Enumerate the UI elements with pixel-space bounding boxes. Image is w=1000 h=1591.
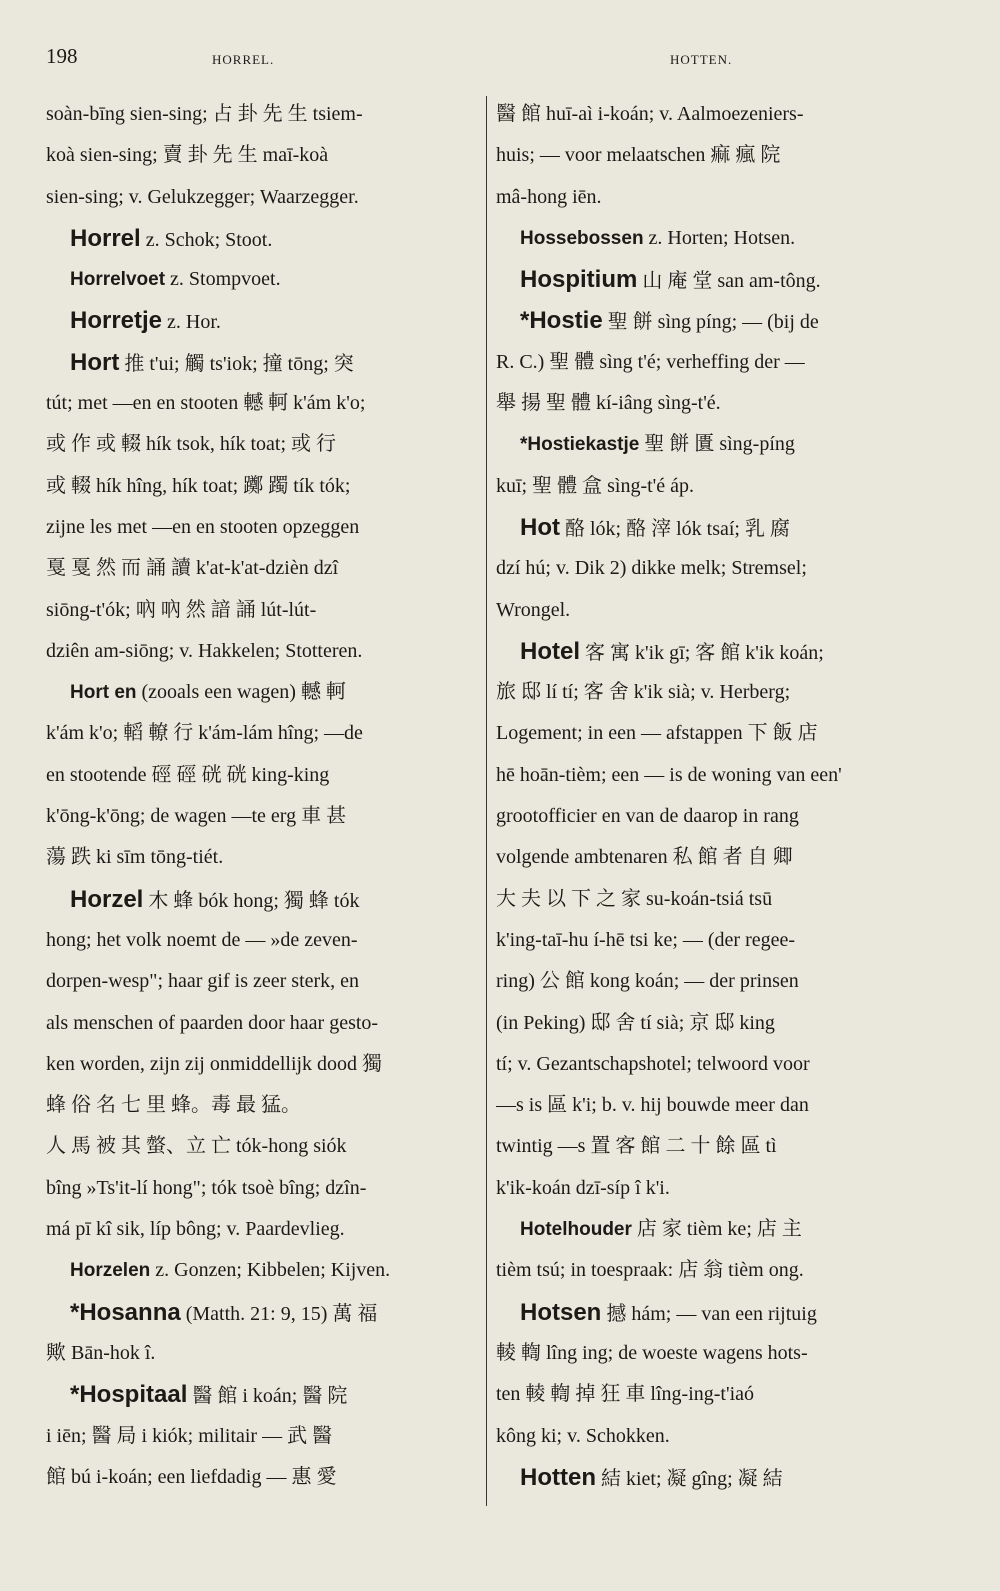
headword: *Hospitaal	[70, 1381, 188, 1409]
text-line: Horretje z. Hor.	[70, 307, 221, 335]
column-divider	[486, 96, 487, 1506]
text-line: hong; het volk noemt de — »de zeven-	[46, 928, 358, 951]
text-line: 大 夫 以 下 之 家 su-koán-tsiá tsū	[496, 887, 773, 910]
text-line: Hot 酪 lók; 酪 滓 lók tsaí; 乳 腐	[520, 513, 790, 541]
text-line: grootofficier en van de daarop in rang	[496, 805, 799, 828]
text-line: *Hostie 聖 餅 sìng píng; — (bij de	[520, 307, 819, 335]
text-line: 或 輟 hík hîng, hík toat; 躑 躅 tík tók;	[46, 474, 351, 497]
headword: Hotsen	[520, 1298, 602, 1326]
text-line: dorpen-wesp"; haar gif is zeer sterk, en	[46, 970, 360, 993]
headword: Hotel	[520, 637, 580, 665]
text-line: kuī; 聖 體 盒 sìng-t'é áp.	[496, 474, 695, 497]
text-line: 歟 Bān-hok î.	[46, 1341, 156, 1364]
text-line: 或 作 或 輟 hík tsok, hík toat; 或 行	[46, 433, 336, 456]
text-line: soàn-bīng sien-sing; 占 卦 先 生 tsiem-	[46, 103, 363, 125]
text-line: Horzel 木 蜂 bók hong; 獨 蜂 tók	[70, 885, 360, 913]
right-running-head: HOTTEN.	[670, 52, 733, 67]
headword: Horrel	[70, 224, 141, 252]
text-line: als menschen of paarden door haar gesto-	[46, 1011, 379, 1034]
text-line: R. C.) 聖 體 sìng t'é; verheffing der —	[496, 350, 805, 373]
text-line: Hospitium 山 庵 堂 san am-tông.	[520, 266, 821, 294]
text-line: 蜂 俗 名 七 里 蜂。毒 最 猛。	[46, 1094, 301, 1117]
headword: Hotten	[520, 1463, 596, 1491]
text-line: Hossebossen z. Horten; Hotsen.	[520, 226, 796, 249]
text-line: *Hosanna (Matth. 21: 9, 15) 萬 福	[70, 1298, 378, 1326]
text-line: Hort 推 t'ui; 觸 ts'iok; 撞 tōng; 突	[70, 348, 354, 376]
text-line: 館 bú i-koán; een liefdadig — 惠 愛	[46, 1465, 337, 1488]
headword: Hotelhouder	[520, 1219, 632, 1241]
left-running-head: HORREL.	[212, 52, 275, 67]
text-line: má pī kî sik, líp bông; v. Paardevlieg.	[46, 1218, 345, 1241]
text-line: mâ-hong iēn.	[496, 185, 602, 208]
headword: *Hostiekastje	[520, 434, 640, 456]
text-line: (in Peking) 邸 舍 tí sià; 京 邸 king	[496, 1011, 775, 1034]
headword: Hot	[520, 513, 560, 541]
text-line: tièm tsú; in toespraak: 店 翁 tièm ong.	[496, 1259, 804, 1282]
text-line: i iēn; 醫 局 i kiók; militair — 武 醫	[46, 1424, 333, 1447]
text-line: Hotsen 撼 hám; — van een rijtuig	[520, 1298, 817, 1326]
text-line: huis; — voor melaatschen 痲 瘋 院	[496, 144, 781, 167]
text-line: Hort en (zooals een wagen) 轗 軻	[70, 681, 346, 704]
text-line: Hotten 結 kiet; 凝 gîng; 凝 結	[520, 1463, 783, 1491]
headword: Hort	[70, 348, 120, 376]
text-line: hē hoān-tièm; een — is de woning van een'	[496, 763, 842, 786]
headword: *Hosanna	[70, 1298, 181, 1326]
headword: Hort en	[70, 682, 137, 704]
text-line: ten 輘 輷 掉 狂 車 lîng-ing-t'iaó	[496, 1383, 755, 1406]
text-line: 戛 戛 然 而 誦 讀 k'at-k'at-dzièn dzî	[46, 557, 339, 580]
text-line: Logement; in een — afstappen 下 飯 店	[496, 722, 818, 745]
page-number: 198	[46, 44, 78, 68]
headword: Horzel	[70, 885, 144, 913]
page-header	[46, 44, 930, 74]
text-line: *Hospitaal 醫 館 i koán; 醫 院	[70, 1381, 348, 1409]
text-line: tí; v. Gezantschapshotel; telwoord voor	[496, 1052, 810, 1075]
headword: Hospitium	[520, 266, 638, 294]
text-line: 舉 揚 聖 體 kí-iâng sìng-t'é.	[496, 392, 721, 415]
text-line: Horrel z. Schok; Stoot.	[70, 224, 273, 252]
text-line: 人 馬 被 其 螫、立 亡 tók-hong siók	[46, 1135, 347, 1158]
text-line: Horzelen z. Gonzen; Kibbelen; Kijven.	[70, 1259, 391, 1282]
headword: Horretje	[70, 307, 163, 335]
text-line: 輘 輷 lîng ing; de woeste wagens hots-	[496, 1341, 808, 1364]
text-line: Horrelvoet z. Stompvoet.	[70, 268, 281, 291]
text-line: ring) 公 館 kong koán; — der prinsen	[496, 970, 799, 993]
text-line: en stootende 硜 硜 硄 硄 king-king	[46, 763, 330, 786]
headword: Horzelen	[70, 1260, 151, 1282]
text-line: k'ing-taī-hu í-hē tsi ke; — (der regee-	[496, 928, 796, 951]
text-line: 醫 館 huī-aì i-koán; v. Aalmoezeniers-	[496, 103, 804, 125]
text-line: twintig —s 置 客 館 二 十 餘 區 tì	[496, 1135, 777, 1158]
text-line: 蕩 跌 ki sīm tōng-tiét.	[46, 846, 224, 869]
right-column	[496, 94, 916, 1554]
text-line: k'ám k'o; 轁 轑 行 k'ám-lám hîng; —de	[46, 722, 363, 745]
text-line: *Hostiekastje 聖 餅 匱 sìng-píng	[520, 433, 795, 456]
text-line: volgende ambtenaren 私 館 者 自 卿	[496, 846, 793, 869]
text-line: Hotelhouder 店 家 tièm ke; 店 主	[520, 1218, 802, 1241]
text-line: Hotel 客 寓 k'ik gī; 客 館 k'ik koán;	[520, 637, 824, 665]
text-line: k'ōng-k'ōng; de wagen —te erg 車 甚	[46, 805, 347, 828]
headword: Horrelvoet	[70, 269, 166, 291]
text-line: sien-sing; v. Gelukzegger; Waarzegger.	[46, 185, 359, 208]
text-line: k'ik-koán dzī-síp î k'i.	[496, 1176, 670, 1199]
text-line: kông ki; v. Schokken.	[496, 1424, 670, 1447]
text-line: —s is 區 k'i; b. v. hij bouwde meer dan	[496, 1094, 809, 1117]
left-column	[46, 94, 466, 1554]
text-line: Wrongel.	[496, 598, 571, 621]
text-line: dzí hú; v. Dik 2) dikke melk; Stremsel;	[496, 557, 807, 580]
text-line: siōng-t'ók; 吶 吶 然 諳 誦 lút-lút-	[46, 598, 317, 621]
text-line: zijne les met —en en stooten opzeggen	[46, 515, 360, 538]
headword: *Hostie	[520, 307, 603, 335]
text-line: dziên am-siōng; v. Hakkelen; Stotteren.	[46, 639, 363, 662]
text-line: koà sien-sing; 賣 卦 先 生 maī-koà	[46, 144, 329, 167]
text-line: 旅 邸 lí tí; 客 舍 k'ik sià; v. Herberg;	[496, 681, 791, 704]
text-line: ken worden, zijn zij onmiddellijk dood 獨	[46, 1052, 383, 1075]
text-line: bîng »Ts'it-lí hong"; tók tsoè bîng; dzîn-	[46, 1176, 367, 1199]
text-line: tút; met —en en stooten 轗 軻 k'ám k'o;	[46, 392, 366, 415]
headword: Hossebossen	[520, 227, 644, 249]
